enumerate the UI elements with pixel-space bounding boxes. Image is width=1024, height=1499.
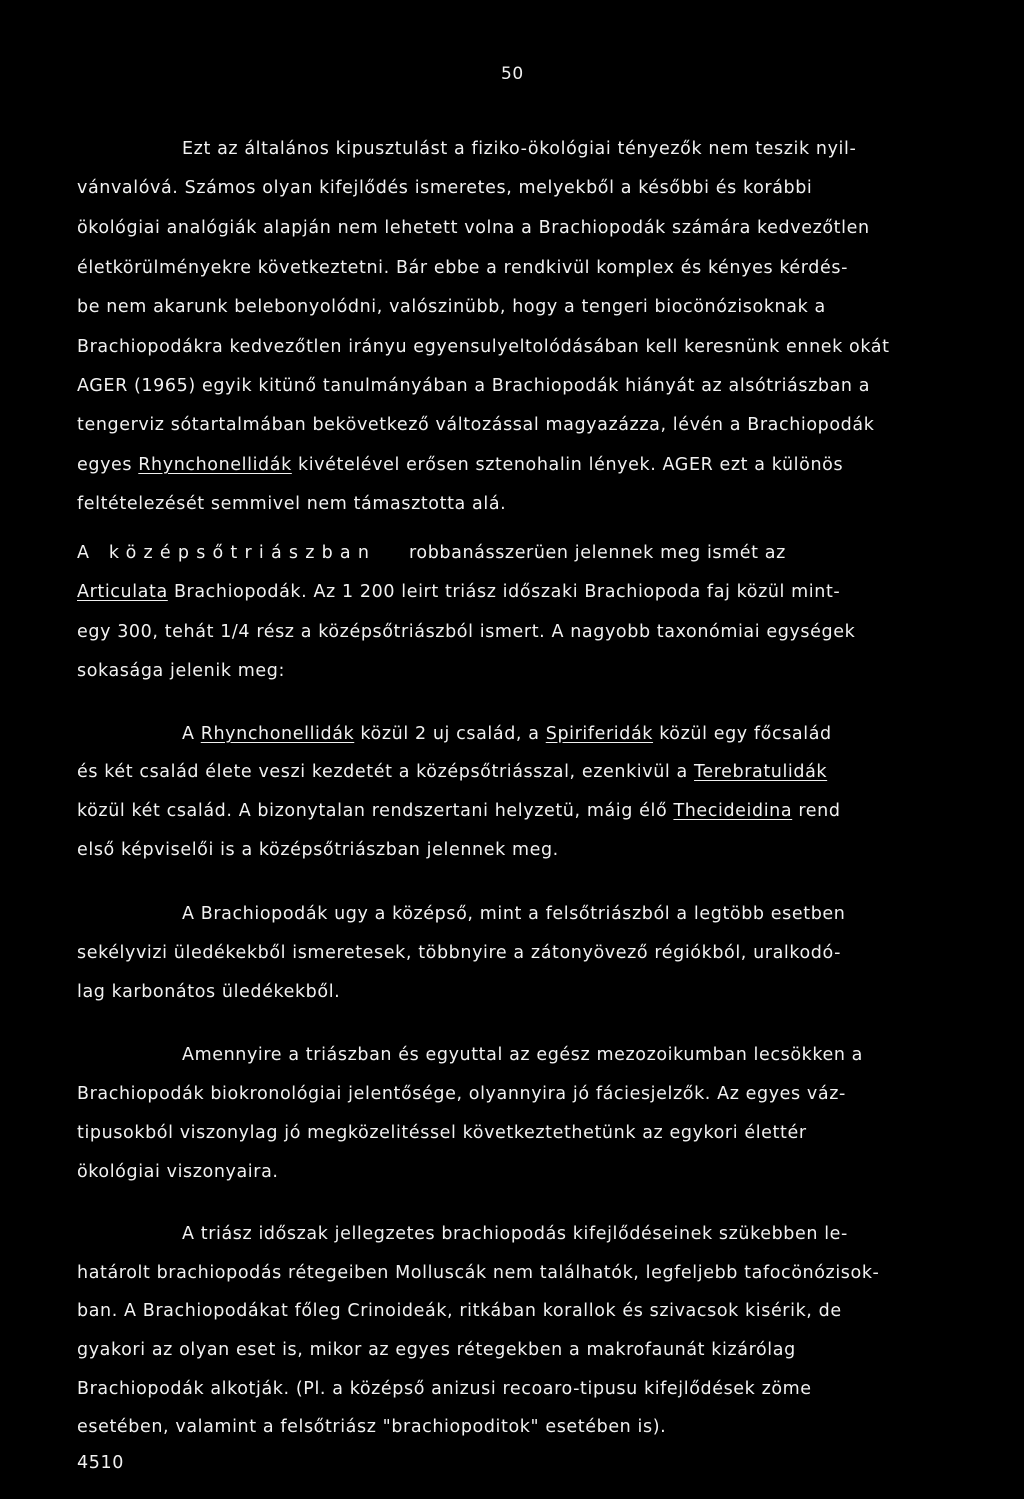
- text-line: AGER (1965) egyik kitünő tanulmányában a Brachiopodák hiányát az alsótriászban a: [77, 376, 871, 396]
- text-line: [77, 580, 840, 604]
- text-run: közül két család. A bizonytalan rendszertani helyzetü, máig élő: [77, 801, 674, 821]
- text-line: ökológiai analógiák alapján nem lehetett volna a Brachiopodák számára kedvezőtlen: [77, 218, 870, 238]
- text-line: határolt brachiopodás rétegeiben Molluscák nem találhatók, legfeljebb tafocönózisok-: [77, 1263, 880, 1283]
- taxon-name: Rhynchonellidák: [138, 455, 292, 475]
- text-line: [77, 453, 843, 477]
- footer-code: 4510: [77, 1453, 124, 1473]
- text-line: első képviselői is a középsőtriászban jelennek meg.: [77, 840, 559, 860]
- text-line: sekélyvizi üledékekből ismeretesek, többnyire a zátonyövező régiókból, uralkodó-: [77, 943, 842, 963]
- taxon-name: Spiriferidák: [545, 724, 654, 744]
- text-line: egy 300, tehát 1/4 rész a középsőtriászból ismert. A nagyobb taxonómiai egységek: [77, 622, 856, 642]
- taxon-name: Thecideidina: [673, 801, 793, 821]
- text-line: esetében, valamint a felsőtriász "brachiopoditok" esetében is).: [77, 1417, 667, 1437]
- text-run: közül egy főcsalád: [653, 724, 832, 744]
- text-run: rend: [792, 801, 841, 821]
- text-run: közül 2 uj család, a: [354, 724, 546, 744]
- text-line: be nem akarunk belebonyolódni, valószinübb, hogy a tengeri biocönózisoknak a: [77, 297, 826, 317]
- text-line: Brachiopodákra kedvezőtlen irányu egyensulyeltolódásában kell keresnünk ennek okát: [77, 337, 890, 357]
- text-line: feltételezését semmivel nem támasztotta alá.: [77, 494, 507, 514]
- text-line: [77, 799, 841, 823]
- text-line: vánvalóvá. Számos olyan kifejlődés ismeretes, melyekből a későbbi és korábbi: [77, 178, 813, 198]
- text-line: lag karbonátos üledékekből.: [77, 982, 341, 1002]
- text-line: [77, 760, 827, 784]
- text-run: és két család élete veszi kezdetét a középsőtriásszal, ezenkivül a: [77, 762, 695, 782]
- text-line: A középsőtriászban: [77, 543, 377, 563]
- text-line: ban. A Brachiopodákat főleg Crinoideák, ritkában korallok és szivacsok kisérik, de: [77, 1301, 842, 1321]
- text-line: robbanásszerüen jelennek meg ismét az: [409, 543, 786, 563]
- text-line: tengerviz sótartalmában bekövetkező változással magyazázza, lévén a Brachiopodák: [77, 415, 875, 435]
- text-run: kivételével erősen sztenohalin lények. AGER ezt a különös: [291, 455, 844, 475]
- text-line: A triász időszak jellegzetes brachiopodás kifejlődéseinek szükebben le-: [182, 1224, 848, 1244]
- text-line: tipusokból viszonylag jó megközelitéssel következtethetünk az egykori élettér: [77, 1123, 807, 1143]
- text-line: Amennyire a triászban és egyuttal az egész mezozoikumban lecsökken a: [182, 1045, 864, 1065]
- text-run: A: [182, 724, 201, 744]
- text-line: A Brachiopodák ugy a középső, mint a felsőtriászból a legtöbb esetben: [182, 904, 846, 924]
- taxon-name: Articulata: [77, 582, 168, 602]
- text-run: Brachiopodák. Az 1 200 leirt triász időszaki Brachiopoda faj közül mint-: [167, 582, 841, 602]
- text-line: gyakori az olyan eset is, mikor az egyes rétegekben a makrofaunát kizárólag: [77, 1340, 796, 1360]
- text-line: Brachiopodák alkotják. (Pl. a középső anizusi recoaro-tipusu kifejlődések zöme: [77, 1379, 812, 1399]
- taxon-name: Terebratulidák: [694, 762, 828, 782]
- text-line: sokasága jelenik meg:: [77, 661, 285, 681]
- text-run: egyes: [77, 455, 139, 475]
- text-line: Ezt az általános kipusztulást a fiziko-ökológiai tényezők nem teszik nyil-: [182, 139, 857, 159]
- text-line: [182, 722, 832, 746]
- text-line: ökológiai viszonyaira.: [77, 1162, 279, 1182]
- text-line: Brachiopodák biokronológiai jelentősége, olyannyira jó fáciesjelzők. Az egyes váz-: [77, 1084, 846, 1104]
- page-number: 50: [501, 64, 524, 84]
- taxon-name: Rhynchonellidák: [200, 724, 355, 744]
- text-line: életkörülményekre következtetni. Bár ebbe a rendkivül komplex és kényes kérdés-: [77, 258, 848, 278]
